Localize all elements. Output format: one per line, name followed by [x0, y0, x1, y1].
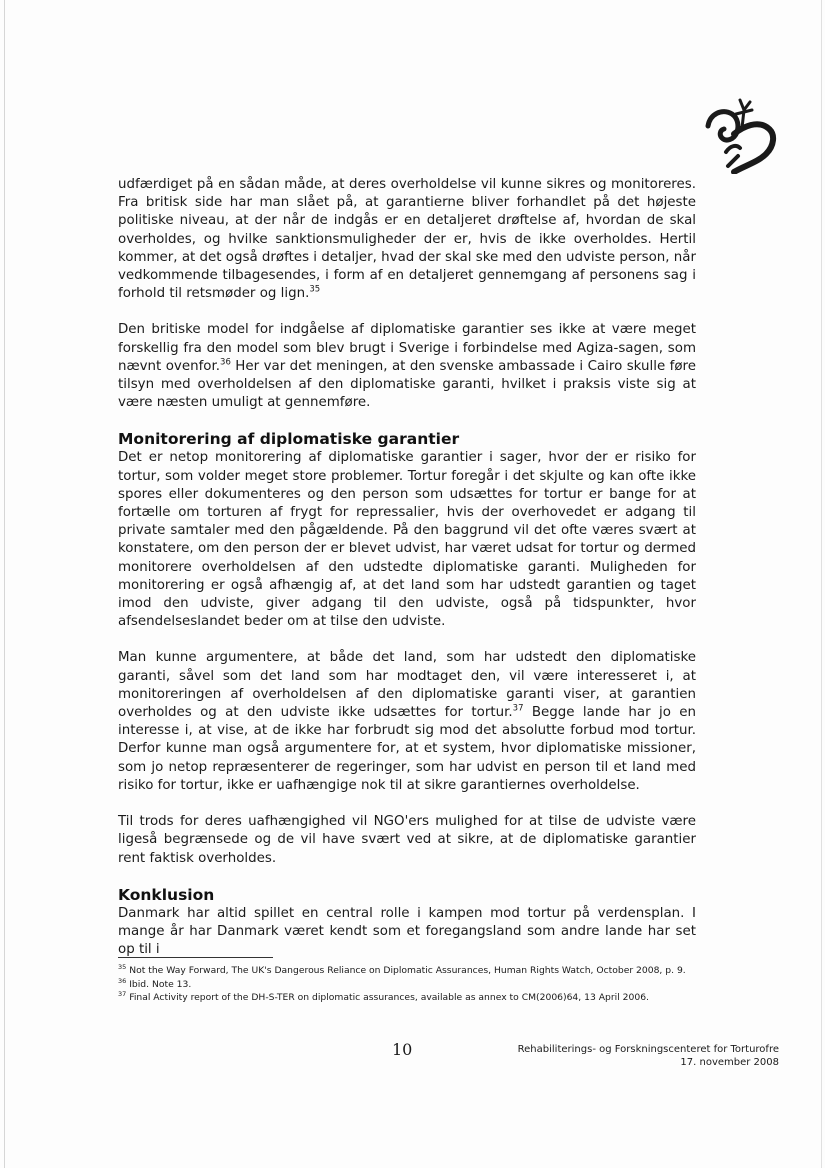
paragraph-1-text: udfærdiget på en sådan måde, at deres overholdelse vil kunne sikres og monitoreres. Fra britisk side har man slået på, at garantierne bliver forhandlet på det højeste politiske niveau, at der når de indgås er en detaljeret drøftelse af, hvordan de skal overholdes, og hvilke sanktionsmuligheder der er, hvis de ikke overholdes. Hertil kommer, at det også drøftes i detaljer, hvad der skal ske med den udviste person, når vedkommende tilbagesendes, i form af en detaljeret gennemgang af personens sag i forhold til retsmøder og lign. — [118, 177, 696, 302]
paragraph-2 — [118, 321, 696, 412]
paragraph-5: Til trods for deres uafhængighed vil NGO'ers mulighed for at tilse de udviste være ligeså begrænsede og de vil have svært ved at sikre, at de diplomatiske garantier rent faktisk overholdes. — [118, 814, 696, 866]
footnote-text: Not the Way Forward, The UK's Dangerous Reliance on Diplomatic Assurances, Human Rights Watch, October 2008, p. 9. — [129, 965, 686, 976]
footnote-number: 35 — [118, 962, 127, 971]
footer-date: 17. november 2008 — [680, 1057, 779, 1068]
scan-edge-left — [4, 0, 5, 1168]
scan-edge-right — [821, 0, 822, 1168]
page-number: 10 — [392, 1040, 413, 1059]
footnote-36 — [118, 976, 708, 992]
section-heading-monitorering: Monitorering af diplomatiske garantier — [118, 430, 460, 449]
paragraph-4-text-a: Man kunne argumentere, at både det land, som har udstedt den diplomatiske garanti, såvel som det land som har modtaget den, vil være interesseret i, at monitoreringen af overholdelsen af den diplomatiske garanti viser, at garantien overholdes og at den udviste ikke udsættes for tortur. — [118, 650, 696, 721]
paragraph-4-text-b: Begge lande har jo en interesse i, at vise, at de ikke har forbrudt sig mod det absolutte forbud mod tortur. Derfor kunne man også argumentere for, at et system, hvor diplomatiske missioner, som jo netop repræsenterer de regeringer, som har udvist en person til et land med risiko for tortur, ikke er uafhængige nok til at sikre garantiernes overholdelse. — [118, 705, 697, 793]
footnote-number: 37 — [118, 990, 127, 999]
footer-organization-name: Rehabiliterings- og Forskningscenteret for Torturofre — [517, 1044, 779, 1055]
paragraph-2-text-a: Den britiske model for indgåelse af diplomatiske garantier ses ikke at være meget forskellig fra den model som blev brugt i Sverige i forbindelse med Agiza-sagen, som nævnt ovenfor. — [118, 322, 696, 374]
footnote-ref-36: 36 — [220, 357, 231, 368]
footnotes — [118, 962, 708, 1006]
footer-organization — [518, 1043, 779, 1069]
footnote-35 — [118, 962, 708, 978]
paragraph-2-text-b: Her var det meningen, at den svenske ambassade i Cairo skulle føre tilsyn med overholdelsen af den diplomatiske garanti, hvilket i praksis viste sig at være næsten umuligt at gennemføre. — [118, 358, 696, 411]
paragraph-1 — [118, 176, 696, 303]
paragraph-6: Danmark har altid spillet en central rolle i kampen mod tortur på verdensplan. I mange år har Danmark været kendt som et foregangsland som andre lande har set op til i — [118, 905, 696, 958]
footnote-text: Final Activity report of the DH-S-TER on diplomatic assurances, available as annex to CM(2006)64, 13 April 2006. — [129, 992, 649, 1004]
footnote-text: Ibid. Note 13. — [129, 978, 192, 990]
main-text — [118, 176, 696, 959]
footnote-ref-37: 37 — [512, 703, 524, 714]
paragraph-4 — [118, 649, 696, 795]
paragraph-3: Det er netop monitorering af diplomatiske garantier i sager, hvor der er risiko for tortur, som volder meget store problemer. Tortur foregår i det skjulte og kan ofte ikke spores eller dokumenteres og den person som udsættes for tortur er bange for at fortælle om torturen af frygt for repressalier, hvis der overhovedet er adgang til private samtaler med den pågældende. På den baggrund vil det ofte væres svært at konstatere, om den person der er blevet udvist, har været udsat for tortur og dermed monitorere overholdelsen af den udstedte diplomatiske garanti. Muligheden for monitorering er også afhængig af, at det land som har udstedt garantien og taget imod den udviste, giver adgang til den udviste, også på tidspunkter, hvor afsendelseslandet beder om at tilse den udviste. — [118, 450, 696, 630]
footnote-number: 36 — [118, 976, 127, 985]
section-heading-konklusion: Konklusion — [118, 885, 215, 904]
footnote-37 — [118, 992, 708, 1005]
rct-logo-icon — [704, 96, 778, 174]
footnote-divider — [118, 957, 273, 958]
footnote-ref-35: 35 — [309, 284, 321, 295]
